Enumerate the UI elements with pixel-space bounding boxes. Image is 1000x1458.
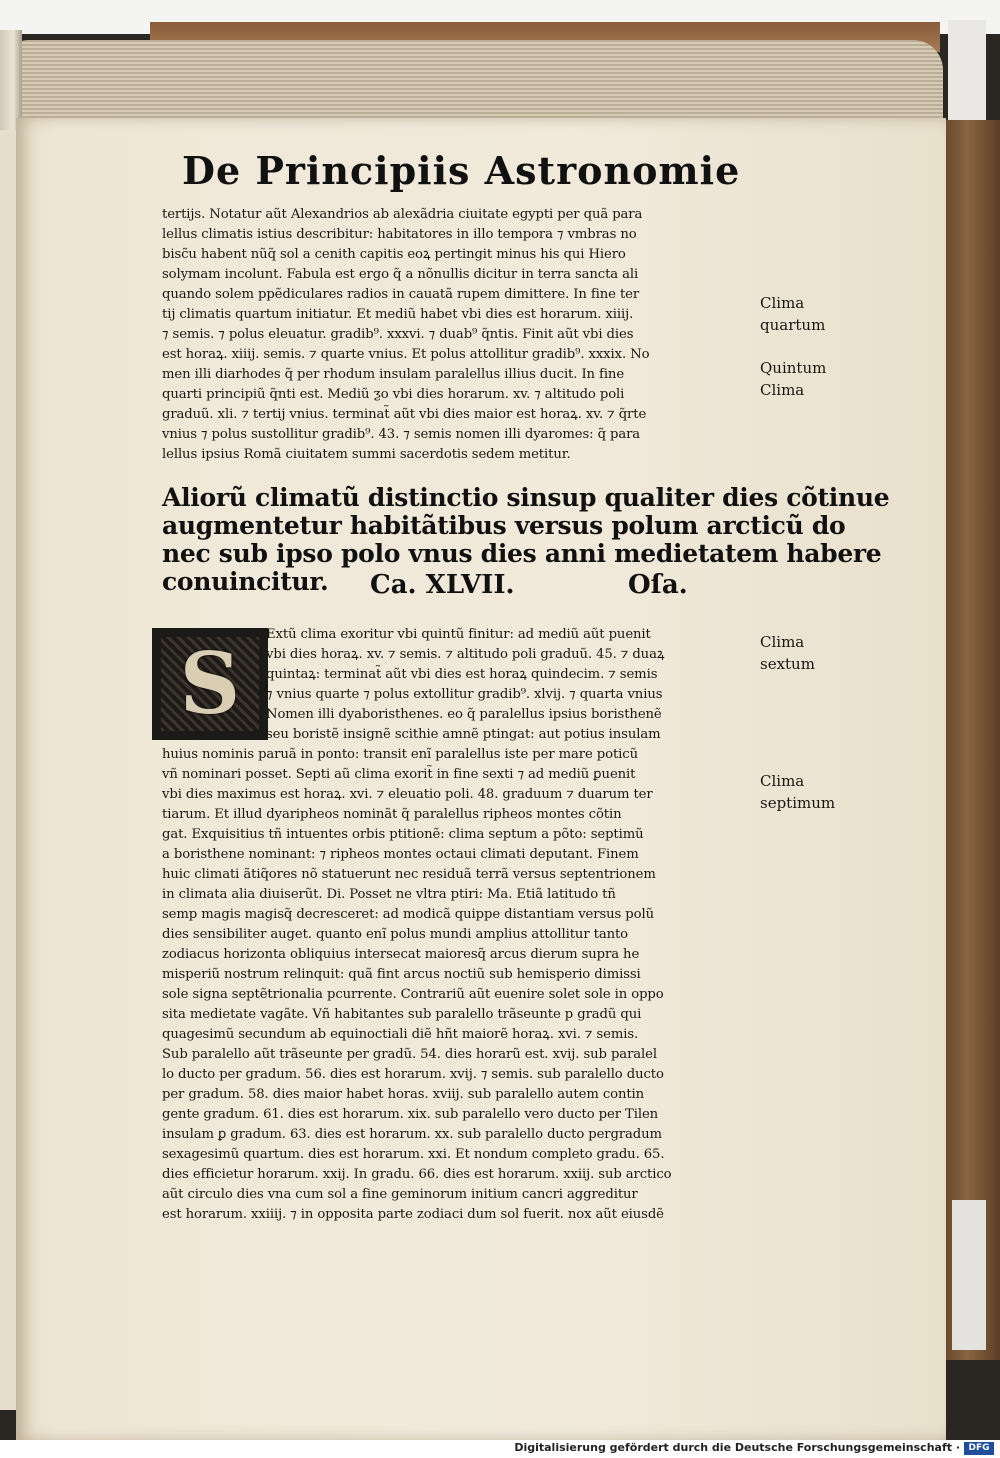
paragraph-1-line: men illi diarhodes q̃ per rhodum insulam paralellus illius ducit. In fine (162, 367, 625, 382)
chapter-speaker: Oſa. (628, 570, 688, 600)
marginal-note-line: septimum (760, 794, 836, 812)
paragraph-2-line: ⁊ vnius quarte ⁊ polus extollitur gradib⁹. xlvij. ⁊ quarta vnius (266, 687, 663, 702)
paragraph-2-line: Nomen illi dyaboristhenes. eo q̃ paralellus ipsius boristhenẽ (266, 707, 662, 722)
marginal-note-quintum-clima (760, 357, 826, 401)
paragraph-2-line: sexagesimũ quartum. dies est horarum. xxi. Et nondum completo gradu. 65. (162, 1147, 665, 1162)
paragraph-2-line: huic climati ãtiq̃ores nõ statuerunt nec residuã terrã versus septentrionem (162, 867, 656, 882)
chapter-title-line: Aliorũ climatũ distinctio sinsup qualiter dies cõtinue (162, 483, 890, 512)
paragraph-2-line: Sub paralello aũt trãseunte per gradũ. 54. dies horarũ est. xvij. sub paralel (162, 1047, 657, 1062)
page-edges (8, 40, 943, 124)
paragraph-2-line: vbi dies horaꝝ. xv. ⁊ semis. ⁊ altitudo poli graduũ. 45. ⁊ duaꝝ (266, 647, 665, 662)
scan-right-strip-lower (952, 1200, 986, 1350)
paragraph-1-line: lellus climatis istius describitur: habitatores in illo tempora ⁊ vmbras no (162, 227, 637, 242)
paragraph-2-line: est horarum. xxiiij. ⁊ in opposita parte zodiaci dum sol fuerit. nox aũt eiusdẽ (162, 1207, 664, 1222)
paragraph-2-line: misperiũ nostrum relinquit: quã fint arcus noctiũ sub hemisperio dimissi (162, 967, 641, 982)
paragraph-2-line: semp magis magisq̃ decresceret: ad modicã quippe distantiam versus polũ (162, 907, 654, 922)
marginal-note-line: Quintum (760, 359, 827, 377)
running-head: De Principiis Astronomie (182, 148, 741, 193)
marginal-note-clima-sextum (760, 631, 815, 675)
paragraph-2-line: sole signa septẽtrionalia pcurrente. Contrariũ aũt euenire solet sole in oppo (162, 987, 664, 1002)
paragraph-1-line: lellus ipsius Romã ciuitatem summi sacerdotis sedem metitur. (162, 447, 571, 462)
paragraph-2-line: a boristhene nominant: ⁊ ripheos montes octaui climati deputant. Finem (162, 847, 639, 862)
marginal-note-clima-septimum (760, 770, 835, 814)
chapter-title-line: nec sub ipso polo vnus dies anni medietatem habere (162, 539, 882, 568)
paragraph-2-line: lo ducto per gradum. 56. dies est horarum. xvij. ⁊ semis. sub paralello ducto (162, 1067, 664, 1082)
paragraph-2-line: dies sensibiliter auget. quanto enĩ polus mundi amplius attollitur tanto (162, 927, 629, 942)
initial-letter: S (179, 634, 241, 733)
book-cover-right (946, 120, 1000, 1360)
marginal-note-line: Clima (760, 772, 805, 790)
paragraph-2-line: quagesimũ secundum ab equinoctiali diẽ hñt maiorẽ horaꝝ. xvi. ⁊ semis. (162, 1027, 639, 1042)
marginal-note-clima-quartum (760, 292, 825, 336)
marginal-note-line: sextum (760, 655, 815, 673)
marginal-note-line: Clima (760, 633, 805, 651)
paragraph-1-line: solymam incolunt. Fabula est ergo q̃ a nõnullis dicitur in terra sancta ali (162, 267, 639, 282)
marginal-note-line: Clima (760, 381, 805, 399)
paragraph-1-line: ⁊ semis. ⁊ polus eleuatur. gradib⁹. xxxvi. ⁊ duab⁹ q̃ntis. Finit aũt vbi dies (162, 327, 634, 342)
marginal-note-line: Clima (760, 294, 805, 312)
paragraph-2-line: gente gradum. 61. dies est horarum. xix. sub paralello vero ducto per Tilen (162, 1107, 659, 1122)
paragraph-1-line: graduũ. xli. ⁊ tertij vnius. terminat̃ aũt vbi dies maior est horaꝝ. xv. ⁊ q̃rte (162, 407, 647, 422)
paragraph-2-line: vñ nominari posset. Septi aũ clima exorit̃ in fine sexti ⁊ ad mediũ ꝑuenit (162, 767, 636, 782)
paragraph-2-line: aũt circulo dies vna cum sol a fine geminorum initium cancri aggreditur (162, 1187, 638, 1202)
paragraph-1-line: bisc̃u habent nũq̃ sol a cenith capitis eoꝝ pertingit minus his qui Hiero (162, 247, 626, 262)
paragraph-1-line: quando solem ppẽdiculares radios in cauatã rupem dimittere. In fine ter (162, 287, 640, 302)
paragraph-1-line: quarti principiũ q̃nti est. Mediũ ƺo vbi dies horarum. xv. ⁊ altitudo poli (162, 387, 625, 402)
paragraph-2-line: gat. Exquisitius tñ intuentes orbis ptitionẽ: clima septum a põto: septimũ (162, 827, 644, 842)
paragraph-2 (162, 625, 760, 1225)
paragraph-2-line: per gradum. 58. dies maior habet horas. xviij. sub paralello autem contin (162, 1087, 645, 1102)
paragraph-2-line: dies efficietur horarum. xxij. In gradu. 66. dies est horarum. xxiij. sub arctico (162, 1167, 672, 1182)
paragraph-1-line: tij climatis quartum initiatur. Et mediũ habet vbi dies est horarum. xiiij. (162, 307, 634, 322)
paragraph-2-line: sita medietate vagãte. Vñ habitantes sub paralello trãseunte p gradũ qui (162, 1007, 642, 1022)
paragraph-1-line: tertijs. Notatur aũt Alexandrios ab alexãdria ciuitate egypti per quã para (162, 207, 643, 222)
paragraph-1-line: est horaꝝ. xiiij. semis. ⁊ quarte vnius. Et polus attollitur gradib⁹. xxxix. No (162, 347, 650, 362)
paragraph-2-line: tiarum. Et illud dyaripheos nominãt q̃ paralellus ripheos montes cõtin (162, 807, 622, 822)
dfg-logo: DFG (964, 1442, 994, 1455)
paragraph-1 (162, 205, 760, 465)
paragraph-2-line: in climata alia diuiserũt. Di. Posset ne vltra ptiri: Ma. Etiã latitudo tñ (162, 887, 616, 902)
paragraph-2-line: huius nominis paruã in ponto: transit enĩ paralellus iste per mare poticũ (162, 747, 638, 762)
paragraph-2-line: Extũ clima exoritur vbi quintũ finitur: ad mediũ aũt puenit (266, 627, 651, 642)
paragraph-1-line: vnius ⁊ polus sustollitur gradib⁹. 43. ⁊ semis nomen illi dyaromes: q̃ para (162, 427, 641, 442)
funding-credit: Digitalisierung gefördert durch die Deutsche Forschungsgemeinschaft · (514, 1441, 960, 1454)
chapter-title-line: conuincitur. (162, 567, 329, 596)
chapter-title-line: augmentetur habitãtibus versus polum arcticũ do (162, 511, 846, 540)
marginal-note-line: quartum (760, 316, 826, 334)
paragraph-2-line: quintaꝝ: terminat̃ aũt vbi dies est horaꝝ quindecim. ⁊ semis (266, 667, 658, 682)
footer-bar (0, 1440, 1000, 1458)
paragraph-2-line: zodiacus horizonta obliquius intersecat maioresq̃ arcus dierum supra he (162, 947, 640, 962)
paragraph-2-line: insulam ꝑ gradum. 63. dies est horarum. xx. sub paralello ducto pergradum (162, 1127, 662, 1142)
paragraph-2-line: seu boristẽ insignẽ scithie amnẽ ptingat: aut potius insulam (266, 727, 661, 742)
paragraph-2-line: vbi dies maximus est horaꝝ. xvi. ⁊ eleuatio poli. 48. graduum ⁊ duarum ter (162, 787, 653, 802)
chapter-number: Ca. XLVII. (370, 570, 515, 600)
